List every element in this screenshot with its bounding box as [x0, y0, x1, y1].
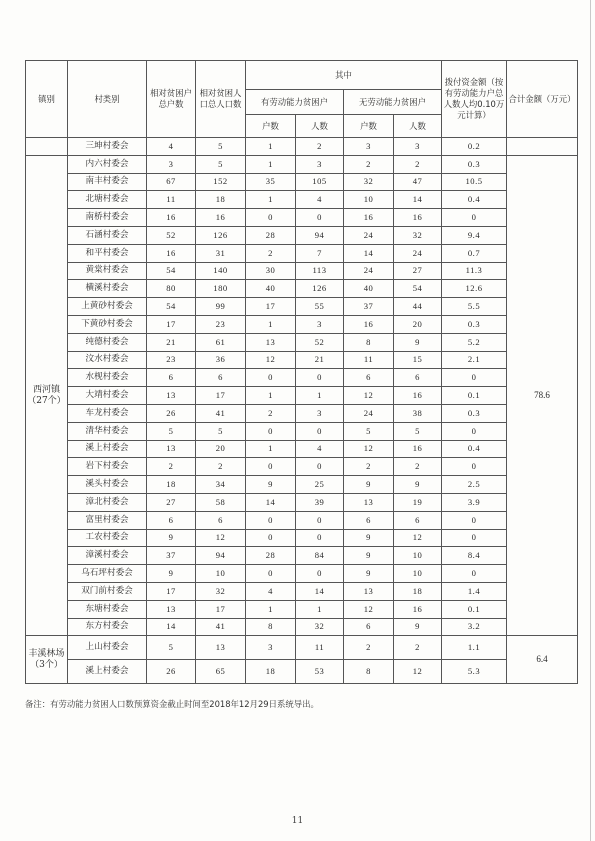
unable-households-cell: 9 — [344, 547, 394, 565]
village-cell: 南桥村委会 — [68, 209, 147, 227]
unable-people-cell: 16 — [394, 600, 442, 618]
able-people-cell: 0 — [296, 209, 344, 227]
unable-households-cell: 6 — [344, 618, 394, 636]
unable-households-cell: 12 — [344, 440, 394, 458]
households-cell: 9 — [147, 565, 196, 583]
village-cell: 黄棠村委会 — [68, 262, 147, 280]
households-cell: 37 — [147, 547, 196, 565]
households-cell: 18 — [147, 476, 196, 494]
able-households-cell: 1 — [246, 315, 296, 333]
town-cell — [26, 155, 68, 636]
unable-people-cell: 9 — [394, 618, 442, 636]
table-row — [26, 404, 578, 422]
table-body — [26, 138, 578, 684]
able-people-cell: 113 — [296, 262, 344, 280]
village-cell: 溪上村委会 — [68, 660, 147, 684]
village-cell: 溪上村委会 — [68, 440, 147, 458]
village-cell: 大靖村委会 — [68, 387, 147, 405]
able-households-cell: 0 — [246, 511, 296, 529]
households-cell: 2 — [147, 458, 196, 476]
unable-people-cell: 9 — [394, 333, 442, 351]
village-cell: 工农村委会 — [68, 529, 147, 547]
town-name: 丰溪林场 — [28, 648, 65, 659]
unable-people-cell: 54 — [394, 280, 442, 298]
households-cell: 13 — [147, 600, 196, 618]
able-households-cell: 0 — [246, 565, 296, 583]
table-row — [26, 173, 578, 191]
households-cell: 17 — [147, 315, 196, 333]
unable-people-cell: 2 — [394, 155, 442, 173]
unable-people-cell: 14 — [394, 191, 442, 209]
unable-households-cell: 24 — [344, 404, 394, 422]
funding-cell: 0 — [442, 511, 507, 529]
village-cell: 富里村委会 — [68, 511, 147, 529]
unable-households-cell: 9 — [344, 476, 394, 494]
unable-people-cell: 19 — [394, 493, 442, 511]
funding-cell: 5.5 — [442, 298, 507, 316]
funding-cell: 9.4 — [442, 226, 507, 244]
unable-households-cell: 37 — [344, 298, 394, 316]
town-count: （3个） — [30, 659, 63, 670]
table-row — [26, 440, 578, 458]
able-people-cell: 0 — [296, 458, 344, 476]
table-row — [26, 565, 578, 583]
households-cell: 5 — [147, 636, 196, 660]
table-note: 备注：有劳动能力贫困人口数预算资金截止时间至2018年12月29日系统导出。 — [25, 699, 319, 709]
funding-cell: 3.2 — [442, 618, 507, 636]
households-cell: 3 — [147, 155, 196, 173]
households-cell: 5 — [147, 422, 196, 440]
able-households-cell: 28 — [246, 547, 296, 565]
funding-cell: 11.3 — [442, 262, 507, 280]
population-cell: 16 — [196, 209, 246, 227]
able-people-cell: 1 — [296, 600, 344, 618]
unable-people-cell: 24 — [394, 244, 442, 262]
unable-households-cell: 24 — [344, 262, 394, 280]
village-cell: 上山村委会 — [68, 636, 147, 660]
households-cell: 6 — [147, 369, 196, 387]
table-row — [26, 493, 578, 511]
households-cell: 23 — [147, 351, 196, 369]
able-people-cell: 55 — [296, 298, 344, 316]
households-cell: 27 — [147, 493, 196, 511]
able-people-cell: 11 — [296, 636, 344, 660]
able-households-cell: 2 — [246, 244, 296, 262]
able-households-cell: 9 — [246, 476, 296, 494]
village-cell: 内六村委会 — [68, 155, 147, 173]
village-cell: 汶水村委会 — [68, 351, 147, 369]
header-total: 合计金额（万元） — [507, 61, 578, 138]
able-households-cell: 0 — [246, 369, 296, 387]
table-row — [26, 369, 578, 387]
able-households-cell: 0 — [246, 422, 296, 440]
table-row — [26, 458, 578, 476]
unable-people-cell: 6 — [394, 369, 442, 387]
households-cell: 16 — [147, 209, 196, 227]
village-cell: 车龙村委会 — [68, 404, 147, 422]
funding-cell: 0 — [442, 565, 507, 583]
able-households-cell: 30 — [246, 262, 296, 280]
funding-cell: 0.7 — [442, 244, 507, 262]
funding-cell: 0 — [442, 209, 507, 227]
able-people-cell: 3 — [296, 315, 344, 333]
households-cell: 14 — [147, 618, 196, 636]
header-able-people: 人数 — [296, 115, 344, 138]
total-cell: 78.6 — [507, 155, 578, 636]
funding-cell: 0 — [442, 529, 507, 547]
table-row — [26, 333, 578, 351]
table-row — [26, 351, 578, 369]
able-households-cell: 0 — [246, 529, 296, 547]
village-cell: 东方村委会 — [68, 618, 147, 636]
funding-cell: 0.3 — [442, 315, 507, 333]
village-cell: 石涵村委会 — [68, 226, 147, 244]
unable-people-cell: 9 — [394, 476, 442, 494]
table-row — [26, 298, 578, 316]
table-row — [26, 315, 578, 333]
households-cell: 52 — [147, 226, 196, 244]
header-unable-people: 人数 — [394, 115, 442, 138]
population-cell: 5 — [196, 422, 246, 440]
unable-people-cell: 16 — [394, 440, 442, 458]
village-cell: 下黄砂村委会 — [68, 315, 147, 333]
population-cell: 23 — [196, 315, 246, 333]
population-cell: 6 — [196, 511, 246, 529]
unable-people-cell: 6 — [394, 511, 442, 529]
unable-households-cell: 16 — [344, 315, 394, 333]
funding-cell: 0.4 — [442, 191, 507, 209]
unable-people-cell: 15 — [394, 351, 442, 369]
header-village: 村类别 — [68, 61, 147, 138]
households-cell: 4 — [147, 138, 196, 156]
table-row — [26, 262, 578, 280]
able-households-cell: 40 — [246, 280, 296, 298]
table-row — [26, 422, 578, 440]
able-households-cell: 0 — [246, 209, 296, 227]
table-row — [26, 636, 578, 660]
village-cell: 漳北村委会 — [68, 493, 147, 511]
town-name: 西河镇 — [32, 384, 60, 395]
able-households-cell: 14 — [246, 493, 296, 511]
unable-households-cell: 8 — [344, 660, 394, 684]
able-households-cell: 1 — [246, 138, 296, 156]
population-cell: 58 — [196, 493, 246, 511]
unable-households-cell: 14 — [344, 244, 394, 262]
village-cell: 三坤村委会 — [68, 138, 147, 156]
unable-households-cell: 5 — [344, 422, 394, 440]
households-cell: 16 — [147, 244, 196, 262]
table-row — [26, 582, 578, 600]
population-cell: 10 — [196, 565, 246, 583]
able-people-cell: 3 — [296, 155, 344, 173]
poverty-funding-table — [25, 60, 578, 684]
table-row — [26, 209, 578, 227]
able-people-cell: 0 — [296, 511, 344, 529]
funding-cell: 0.4 — [442, 440, 507, 458]
able-people-cell: 2 — [296, 138, 344, 156]
village-cell: 溪头村委会 — [68, 476, 147, 494]
able-people-cell: 25 — [296, 476, 344, 494]
unable-households-cell: 13 — [344, 493, 394, 511]
able-households-cell: 3 — [246, 636, 296, 660]
able-people-cell: 84 — [296, 547, 344, 565]
unable-people-cell: 32 — [394, 226, 442, 244]
unable-households-cell: 12 — [344, 387, 394, 405]
village-cell: 水枧村委会 — [68, 369, 147, 387]
unable-households-cell: 6 — [344, 511, 394, 529]
able-households-cell: 17 — [246, 298, 296, 316]
header-able-households: 户数 — [246, 115, 296, 138]
population-cell: 34 — [196, 476, 246, 494]
table-row — [26, 600, 578, 618]
able-people-cell: 53 — [296, 660, 344, 684]
funding-cell: 0.3 — [442, 155, 507, 173]
unable-people-cell: 47 — [394, 173, 442, 191]
population-cell: 41 — [196, 404, 246, 422]
population-cell: 126 — [196, 226, 246, 244]
scan-edge — [590, 0, 591, 841]
unable-people-cell: 16 — [394, 209, 442, 227]
unable-households-cell: 8 — [344, 333, 394, 351]
households-cell: 17 — [147, 582, 196, 600]
funding-cell: 2.5 — [442, 476, 507, 494]
table-row — [26, 155, 578, 173]
population-cell: 6 — [196, 369, 246, 387]
unable-households-cell: 16 — [344, 209, 394, 227]
funding-cell: 12.6 — [442, 280, 507, 298]
able-people-cell: 0 — [296, 422, 344, 440]
village-cell: 和平村委会 — [68, 244, 147, 262]
unable-people-cell: 5 — [394, 422, 442, 440]
page-number: 11 — [291, 816, 304, 826]
header-able-group: 有劳动能力贫困户 — [246, 90, 344, 115]
households-cell: 13 — [147, 387, 196, 405]
population-cell: 5 — [196, 155, 246, 173]
able-people-cell: 7 — [296, 244, 344, 262]
funding-cell: 3.9 — [442, 493, 507, 511]
able-households-cell: 12 — [246, 351, 296, 369]
able-households-cell: 35 — [246, 173, 296, 191]
unable-households-cell: 10 — [344, 191, 394, 209]
unable-people-cell: 12 — [394, 660, 442, 684]
unable-households-cell: 2 — [344, 458, 394, 476]
able-people-cell: 4 — [296, 191, 344, 209]
able-households-cell: 8 — [246, 618, 296, 636]
table-row — [26, 476, 578, 494]
population-cell: 36 — [196, 351, 246, 369]
population-cell: 2 — [196, 458, 246, 476]
population-cell: 94 — [196, 547, 246, 565]
table-row — [26, 660, 578, 684]
table-row — [26, 618, 578, 636]
population-cell: 17 — [196, 387, 246, 405]
unable-households-cell: 9 — [344, 565, 394, 583]
total-cell: 6.4 — [507, 636, 578, 684]
households-cell: 54 — [147, 298, 196, 316]
population-cell: 20 — [196, 440, 246, 458]
funding-cell: 10.5 — [442, 173, 507, 191]
village-cell: 双门前村委会 — [68, 582, 147, 600]
households-cell: 26 — [147, 404, 196, 422]
table-row — [26, 138, 578, 156]
unable-people-cell: 3 — [394, 138, 442, 156]
households-cell: 67 — [147, 173, 196, 191]
town-count: （27个） — [27, 395, 66, 406]
table-row — [26, 529, 578, 547]
unable-people-cell: 38 — [394, 404, 442, 422]
able-people-cell: 21 — [296, 351, 344, 369]
population-cell: 13 — [196, 636, 246, 660]
unable-people-cell: 20 — [394, 315, 442, 333]
town-cell-empty — [26, 138, 68, 156]
header-unable-group: 无劳动能力贫困户 — [344, 90, 442, 115]
table-row — [26, 226, 578, 244]
village-cell: 纯德村委会 — [68, 333, 147, 351]
able-people-cell: 126 — [296, 280, 344, 298]
able-people-cell: 39 — [296, 493, 344, 511]
households-cell: 9 — [147, 529, 196, 547]
town-cell — [26, 636, 68, 684]
households-cell: 11 — [147, 191, 196, 209]
village-cell: 清华村委会 — [68, 422, 147, 440]
unable-people-cell: 2 — [394, 458, 442, 476]
population-cell: 61 — [196, 333, 246, 351]
population-cell: 18 — [196, 191, 246, 209]
header-households: 相对贫困户总户数 — [147, 61, 196, 138]
households-cell: 13 — [147, 440, 196, 458]
population-cell: 12 — [196, 529, 246, 547]
unable-households-cell: 2 — [344, 636, 394, 660]
funding-cell: 0 — [442, 458, 507, 476]
able-households-cell: 13 — [246, 333, 296, 351]
table-row — [26, 191, 578, 209]
able-households-cell: 1 — [246, 387, 296, 405]
total-cell-empty — [507, 138, 578, 156]
households-cell: 54 — [147, 262, 196, 280]
population-cell: 65 — [196, 660, 246, 684]
unable-households-cell: 2 — [344, 155, 394, 173]
able-households-cell: 1 — [246, 600, 296, 618]
funding-cell: 1.4 — [442, 582, 507, 600]
unable-people-cell: 2 — [394, 636, 442, 660]
unable-people-cell: 27 — [394, 262, 442, 280]
able-people-cell: 0 — [296, 369, 344, 387]
households-cell: 6 — [147, 511, 196, 529]
able-people-cell: 94 — [296, 226, 344, 244]
unable-households-cell: 24 — [344, 226, 394, 244]
unable-households-cell: 9 — [344, 529, 394, 547]
able-households-cell: 4 — [246, 582, 296, 600]
village-cell: 漳溪村委会 — [68, 547, 147, 565]
village-cell: 横溪村委会 — [68, 280, 147, 298]
able-people-cell: 0 — [296, 529, 344, 547]
households-cell: 26 — [147, 660, 196, 684]
header-unable-households: 户数 — [344, 115, 394, 138]
funding-cell: 0 — [442, 369, 507, 387]
population-cell: 140 — [196, 262, 246, 280]
population-cell: 17 — [196, 600, 246, 618]
unable-households-cell: 6 — [344, 369, 394, 387]
funding-cell: 5.2 — [442, 333, 507, 351]
table-row — [26, 511, 578, 529]
able-people-cell: 14 — [296, 582, 344, 600]
population-cell: 5 — [196, 138, 246, 156]
village-cell: 岩下村委会 — [68, 458, 147, 476]
unable-households-cell: 32 — [344, 173, 394, 191]
unable-households-cell: 40 — [344, 280, 394, 298]
able-people-cell: 4 — [296, 440, 344, 458]
population-cell: 41 — [196, 618, 246, 636]
funding-cell: 0.3 — [442, 404, 507, 422]
unable-people-cell: 44 — [394, 298, 442, 316]
unable-people-cell: 12 — [394, 529, 442, 547]
funding-cell: 5.3 — [442, 660, 507, 684]
able-households-cell: 2 — [246, 404, 296, 422]
able-households-cell: 0 — [246, 458, 296, 476]
funding-cell: 0.2 — [442, 138, 507, 156]
able-households-cell: 1 — [246, 155, 296, 173]
funding-cell: 8.4 — [442, 547, 507, 565]
population-cell: 99 — [196, 298, 246, 316]
population-cell: 152 — [196, 173, 246, 191]
households-cell: 21 — [147, 333, 196, 351]
unable-households-cell: 3 — [344, 138, 394, 156]
funding-cell: 2.1 — [442, 351, 507, 369]
population-cell: 32 — [196, 582, 246, 600]
table-row — [26, 547, 578, 565]
village-cell: 东塘村委会 — [68, 600, 147, 618]
header-funding: 拨付资金额（按有劳动能力户总人数人均0.10万元计算） — [442, 61, 507, 138]
village-cell: 北塘村委会 — [68, 191, 147, 209]
unable-people-cell: 10 — [394, 565, 442, 583]
header-population: 相对贫困人口总人口数 — [196, 61, 246, 138]
header-among: 其中 — [246, 61, 442, 90]
population-cell: 31 — [196, 244, 246, 262]
unable-households-cell: 12 — [344, 600, 394, 618]
able-people-cell: 0 — [296, 565, 344, 583]
table-row — [26, 244, 578, 262]
unable-people-cell: 16 — [394, 387, 442, 405]
table-row — [26, 280, 578, 298]
village-cell: 上黄砂村委会 — [68, 298, 147, 316]
funding-cell: 0 — [442, 422, 507, 440]
population-cell: 180 — [196, 280, 246, 298]
able-households-cell: 18 — [246, 660, 296, 684]
able-households-cell: 1 — [246, 191, 296, 209]
able-households-cell: 28 — [246, 226, 296, 244]
able-people-cell: 32 — [296, 618, 344, 636]
unable-households-cell: 11 — [344, 351, 394, 369]
table-row — [26, 387, 578, 405]
funding-cell: 0.1 — [442, 600, 507, 618]
funding-cell: 0.1 — [442, 387, 507, 405]
funding-cell: 1.1 — [442, 636, 507, 660]
households-cell: 80 — [147, 280, 196, 298]
header-town: 镇别 — [26, 61, 68, 138]
village-cell: 南丰村委会 — [68, 173, 147, 191]
able-people-cell: 52 — [296, 333, 344, 351]
unable-people-cell: 18 — [394, 582, 442, 600]
unable-households-cell: 13 — [344, 582, 394, 600]
village-cell: 乌石坪村委会 — [68, 565, 147, 583]
unable-people-cell: 10 — [394, 547, 442, 565]
able-households-cell: 1 — [246, 440, 296, 458]
able-people-cell: 105 — [296, 173, 344, 191]
able-people-cell: 3 — [296, 404, 344, 422]
able-people-cell: 1 — [296, 387, 344, 405]
